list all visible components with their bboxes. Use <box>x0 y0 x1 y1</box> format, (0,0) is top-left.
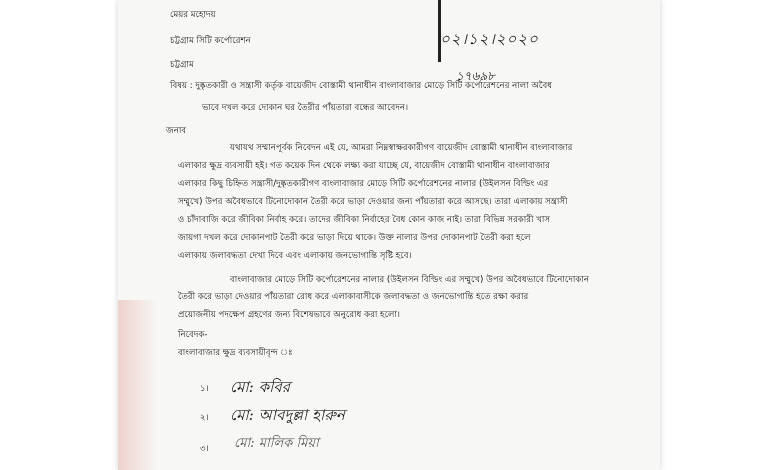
address-organization: চট্টগ্রাম সিটি কর্পোরেশন <box>170 36 251 46</box>
closing-group: বাংলাবাজার ক্ষুদ্র ব্যবসায়ীবৃন্দ ঃ <box>178 348 293 358</box>
body-line: জায়গা দখল করে দোকানপাট তৈরী করে ভাড়া দিয়ে থাকে। উক্ত নালার উপর দোকানপাট তৈরী করা হলে <box>178 233 531 243</box>
body-line: এলাকার কিছু চিহ্নিত সন্ত্রাসী/দুষ্কৃতকারীগণ বাংলাবাজার মোড়ে সিটি কর্পোরেশনের নালার (উইলসন বিল্ডিং এর <box>178 179 549 189</box>
handwritten-signature: মো: কবির <box>230 378 290 396</box>
body-line: এলাকায় জলাবদ্ধতা দেখা দিবে এবং এলাকায় জনভোগান্তি সৃষ্টি হবে। <box>178 251 412 261</box>
body-line: ও চাঁদাবাজি করে জীবিকা নির্বাহ করে। তাদের জীবিকা নির্বাহের বৈধ কোন কাজ নাই। তারা বিভিন্ন সরকারী খাস <box>178 215 551 225</box>
body-line: এলাকার ক্ষুদ্র ব্যবসায়ী হই। গত কয়েক দিন থেকে লক্ষ্য করা যাচ্ছে যে, বায়েজীদ বোস্তামী থানাধীন বাংলাবাজার <box>178 161 550 171</box>
body-line: বাংলাবাজার মোড়ে সিটি কর্পোরেশনের নালার (উইলসন বিল্ডিং এর সম্মুখে) উপর অবৈধভাবে টিনোদোকান <box>230 275 589 285</box>
scanned-letter-page <box>118 0 660 470</box>
body-line: সম্মুখে) উপর অবৈধভাবে টিনোদোকান তৈরী করে ভাড়া দেওয়ার জন্য পাঁয়তারা করে আসছে। তারা এলাকায় সন্ত্রাসী <box>178 197 568 207</box>
body-line: প্রয়োজনীয় পদক্ষেপ গ্রহণের জন্য বিশেষভাবে অনুরোধ করা হলো। <box>178 310 400 320</box>
page-edge-shadow <box>118 300 158 470</box>
handwritten-signature: মো: মালিক মিয়া <box>234 436 319 451</box>
body-line: তৈরী করে ভাড়া দেওয়ার পাঁয়তারা রোধ করে এলাকাবাসীকে জলাবদ্ধতা ও জনভোগান্তি হতে রক্ষা করার <box>178 292 529 302</box>
address-recipient: মেয়র মহোদয় <box>170 10 216 20</box>
handwritten-signature: মো: আবদুল্লা হারুন <box>230 406 345 424</box>
address-city: চট্টগ্রাম <box>170 60 194 70</box>
received-date: ০২।১২।২০২০ <box>440 30 539 48</box>
subject-line-2: ভাবে দখল করে দোকান ঘর তৈরীর পাঁয়তারা বন্ধের আবেদন। <box>202 103 409 113</box>
subject-line-1: বিষয় : দুষ্কৃতকারী ও সন্ত্রাসী কর্তৃক বায়েজীদ বোস্তামী থানাধীন বাংলাবাজার মোড়ে সিটি কর্পোরেশনের নালা অবৈধ <box>170 81 553 91</box>
received-number: ১৭৬৯৮ <box>456 69 495 83</box>
signatory-index: ৩। <box>200 444 209 454</box>
salutation: জনাব <box>166 126 187 136</box>
closing-label: নিবেদক- <box>178 330 208 340</box>
signatory-index: ২। <box>200 413 209 423</box>
signatory-index: ১। <box>200 384 209 394</box>
body-line: যথাযথ সম্মানপূর্বক নিবেদন এই যে, আমরা নিম্নস্বাক্ষরকারীগণ বায়েজীদ বোস্তামী থানাধীন বাংলাবাজার <box>230 143 573 153</box>
